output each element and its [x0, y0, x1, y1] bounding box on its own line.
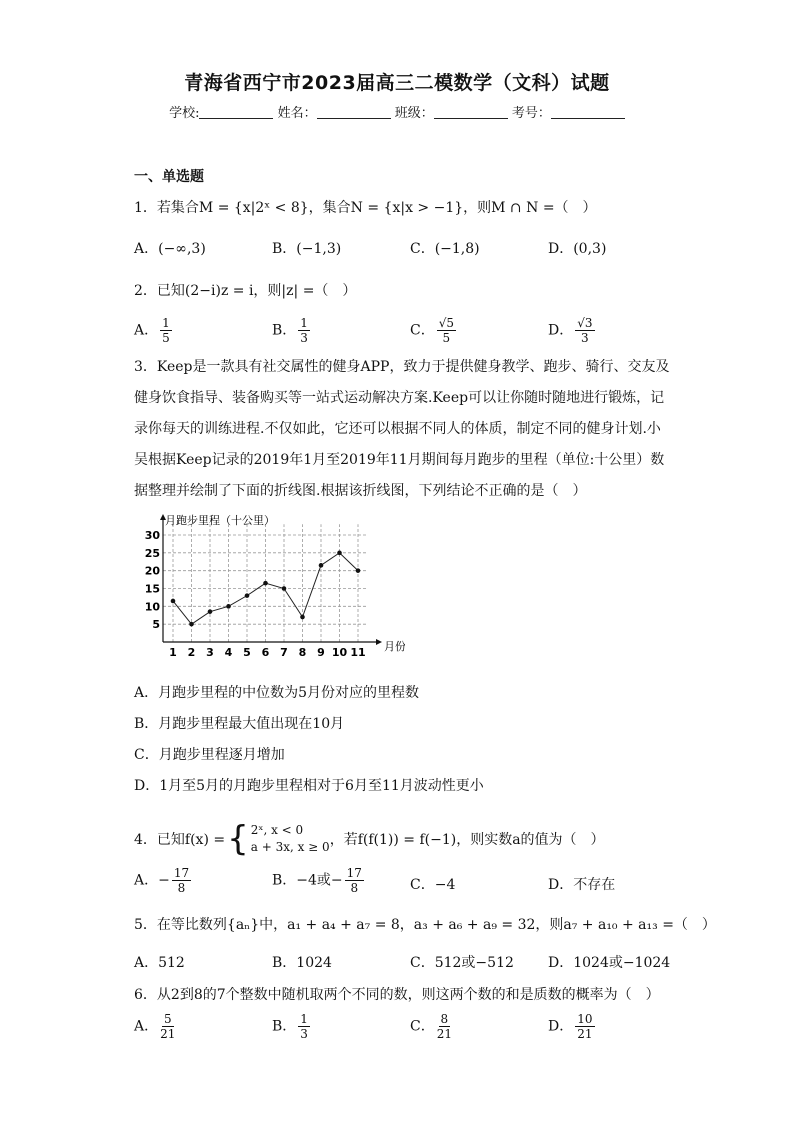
q2-c-label: C．	[410, 322, 435, 339]
q4-b-label: B．−4或−	[272, 872, 343, 889]
name-label: 姓名：	[277, 106, 317, 121]
q6-a-num: 5	[163, 1012, 172, 1026]
data-point-month-6	[263, 581, 268, 586]
q4-cases	[251, 822, 330, 856]
q3-option-a[interactable]: A．月跑步里程的中位数为5月份对应的里程数	[134, 685, 420, 701]
q2-a-fraction	[160, 316, 172, 345]
x-tick-label-5: 5	[243, 646, 251, 659]
data-point-month-1	[171, 599, 176, 604]
q4-a-num: 17	[173, 866, 190, 880]
q6-c-num: 8	[440, 1012, 449, 1026]
x-tick-label-8: 8	[298, 646, 307, 659]
q6-a-label: A．	[134, 1018, 159, 1035]
q2-option-d[interactable]	[548, 316, 597, 345]
q6-stem: 6．从2到8的7个整数中随机取两个不同的数，则这两个数的和是质数的概率为（ ）	[134, 987, 660, 1003]
x-tick-label-11: 11	[350, 646, 366, 659]
exam-no-label: 考号：	[511, 106, 551, 121]
q6-b-fraction	[298, 1012, 310, 1041]
x-tick-label-4: 4	[224, 646, 233, 659]
q6-option-b[interactable]	[272, 1012, 312, 1041]
q5-stem: 5．在等比数列{aₙ}中，a₁ + a₄ + a₇ = 8，a₃ + a₆ + a₉ = 32，则a₇ + a₁₀ + a₁₃ =（ ）	[134, 917, 716, 933]
data-point-month-4	[226, 604, 231, 609]
q1-option-d[interactable]: D．(0,3)	[548, 241, 607, 257]
q6-a-den: 21	[160, 1027, 176, 1041]
q2-d-label: D．	[548, 322, 574, 339]
name-blank[interactable]	[317, 106, 391, 119]
q2-c-fraction	[437, 316, 456, 345]
q6-b-den: 3	[300, 1027, 308, 1041]
q4-brace: {	[227, 819, 249, 859]
data-point-month-11	[356, 568, 361, 573]
q4-b-num: 17	[346, 866, 362, 880]
q2-a-den: 5	[162, 331, 170, 345]
y-tick-label-20: 20	[145, 564, 160, 578]
q3-option-c[interactable]: C．月跑步里程逐月增加	[134, 747, 285, 763]
q4-option-c[interactable]: C．−4	[410, 877, 456, 893]
student-info-line	[0, 102, 794, 121]
q6-option-c[interactable]	[410, 1012, 454, 1041]
school-label: 学校:	[169, 106, 200, 121]
q2-option-b[interactable]	[272, 316, 312, 345]
x-tick-label-7: 7	[280, 646, 288, 659]
q6-b-label: B．	[272, 1018, 297, 1035]
class-blank[interactable]	[434, 106, 508, 119]
x-tick-label-9: 9	[317, 646, 325, 659]
q5-option-d[interactable]: D．1024或−1024	[548, 955, 671, 971]
x-tick-label-3: 3	[206, 646, 214, 659]
q3-stem: 3．Keep是一款具有社交属性的健身APP，致力于提供健身教学、跑步、骑行、交友及健身饮食指导、装备购买等一站式运动解决方案.Keep可以让你随时随地进行锻炼，记录你每天的训练进程.不仅如此，它还可以根据不同人的体质，制定不同的健身计划.小吴根据Keep记录的2019年1月至2019年11月期间每月跑步的里程（单位:十公里）数据整理并绘制了下面的折线图.根据该折线图，下列结论不正确的是（ ）	[134, 359, 670, 499]
q6-c-fraction	[437, 1012, 452, 1041]
q2-b-num: 1	[300, 316, 308, 330]
q5-option-b[interactable]: B．1024	[272, 955, 332, 971]
q4-option-d[interactable]: D．不存在	[548, 877, 616, 893]
x-tick-label-10: 10	[331, 646, 348, 659]
q1-option-b[interactable]: B．(−1,3)	[272, 241, 342, 257]
q4-a-den: 8	[177, 881, 186, 895]
q4-stem-post: ，若f(f(1)) = f(−1)，则实数a的值为（ ）	[329, 832, 605, 848]
q2-stem: 2．已知(2−i)z = i，则|z| =（ ）	[134, 283, 357, 299]
q6-c-den: 21	[436, 1027, 452, 1041]
data-point-month-10	[337, 551, 342, 556]
exam-no-blank[interactable]	[551, 106, 625, 119]
y-tick-label-25: 25	[145, 546, 160, 560]
q6-b-num: 1	[300, 1012, 308, 1026]
q4-b-den: 8	[350, 881, 359, 895]
q2-c-den: 5	[442, 331, 451, 345]
q2-d-fraction	[575, 316, 594, 345]
q1-stem: 1．若集合M = {x|2ˣ < 8}，集合N = {x|x > −1}，则M ∩ N =（ ）	[134, 200, 597, 216]
q4-a-label: A．−	[134, 872, 170, 889]
data-point-month-5	[245, 593, 250, 598]
q1-option-a[interactable]: A．(−∞,3)	[134, 241, 206, 257]
q2-b-label: B．	[272, 322, 297, 339]
data-point-month-3	[208, 609, 213, 614]
q4-option-b[interactable]	[272, 866, 366, 895]
q4-stem	[134, 819, 605, 859]
y-tick-label-30: 30	[145, 529, 160, 542]
q2-option-c[interactable]	[410, 316, 458, 345]
q4-option-a[interactable]	[134, 866, 193, 895]
section-heading: 一、单选题	[134, 169, 204, 185]
q6-d-num: 10	[577, 1012, 593, 1026]
class-label: 班级：	[394, 106, 434, 121]
q4-b-fraction	[345, 866, 364, 895]
q4-case-1: 2ˣ, x < 0	[250, 823, 304, 837]
q3-option-d[interactable]: D．1月至5月的月跑步里程相对于6月至11月波动性更小	[134, 778, 484, 794]
q2-b-fraction	[298, 316, 310, 345]
q2-option-a[interactable]	[134, 316, 174, 345]
running-distance-chart	[145, 512, 405, 660]
q4-case-2: a + 3x, x ≥ 0	[250, 840, 330, 854]
q6-a-fraction	[160, 1012, 175, 1041]
x-tick-label-1: 1	[169, 646, 177, 659]
x-axis-label: 月份	[384, 640, 405, 653]
q5-option-a[interactable]: A．512	[134, 955, 185, 971]
chart-title: 月跑步里程（十公里）	[165, 514, 275, 527]
q6-option-a[interactable]	[134, 1012, 177, 1041]
q6-c-label: C．	[410, 1018, 435, 1035]
x-tick-label-6: 6	[261, 646, 270, 659]
q1-option-c[interactable]: C．(−1,8)	[410, 241, 480, 257]
q6-d-den: 21	[577, 1027, 593, 1041]
line-chart-svg	[145, 512, 405, 660]
y-tick-label-10: 10	[145, 600, 160, 614]
q6-option-d[interactable]	[548, 1012, 597, 1041]
q2-d-num: √3	[577, 316, 593, 330]
q4-stem-pre: 4．已知f(x) =	[134, 832, 226, 848]
q6-d-fraction	[575, 1012, 594, 1041]
q2-a-label: A．	[134, 322, 159, 339]
y-tick-label-5: 5	[152, 618, 160, 632]
q2-c-num: √5	[438, 316, 454, 330]
data-point-month-7	[282, 586, 287, 591]
q2-d-den: 3	[581, 331, 589, 345]
q6-d-label: D．	[548, 1018, 574, 1035]
q3-option-b[interactable]: B．月跑步里程最大值出现在10月	[134, 716, 345, 732]
data-point-month-2	[189, 622, 194, 627]
data-point-month-9	[319, 563, 324, 568]
page-title: 青海省西宁市2023届高三二模数学（文科）试题	[184, 72, 610, 94]
data-point-month-8	[300, 615, 305, 620]
q4-a-fraction	[172, 866, 191, 895]
q5-option-c[interactable]: C．512或−512	[410, 955, 514, 971]
school-blank[interactable]	[199, 106, 273, 119]
q2-a-num: 1	[162, 316, 170, 330]
y-tick-label-15: 15	[145, 582, 160, 596]
x-tick-label-2: 2	[187, 646, 196, 659]
x-axis-arrow	[376, 639, 382, 645]
q2-b-den: 3	[300, 331, 308, 345]
